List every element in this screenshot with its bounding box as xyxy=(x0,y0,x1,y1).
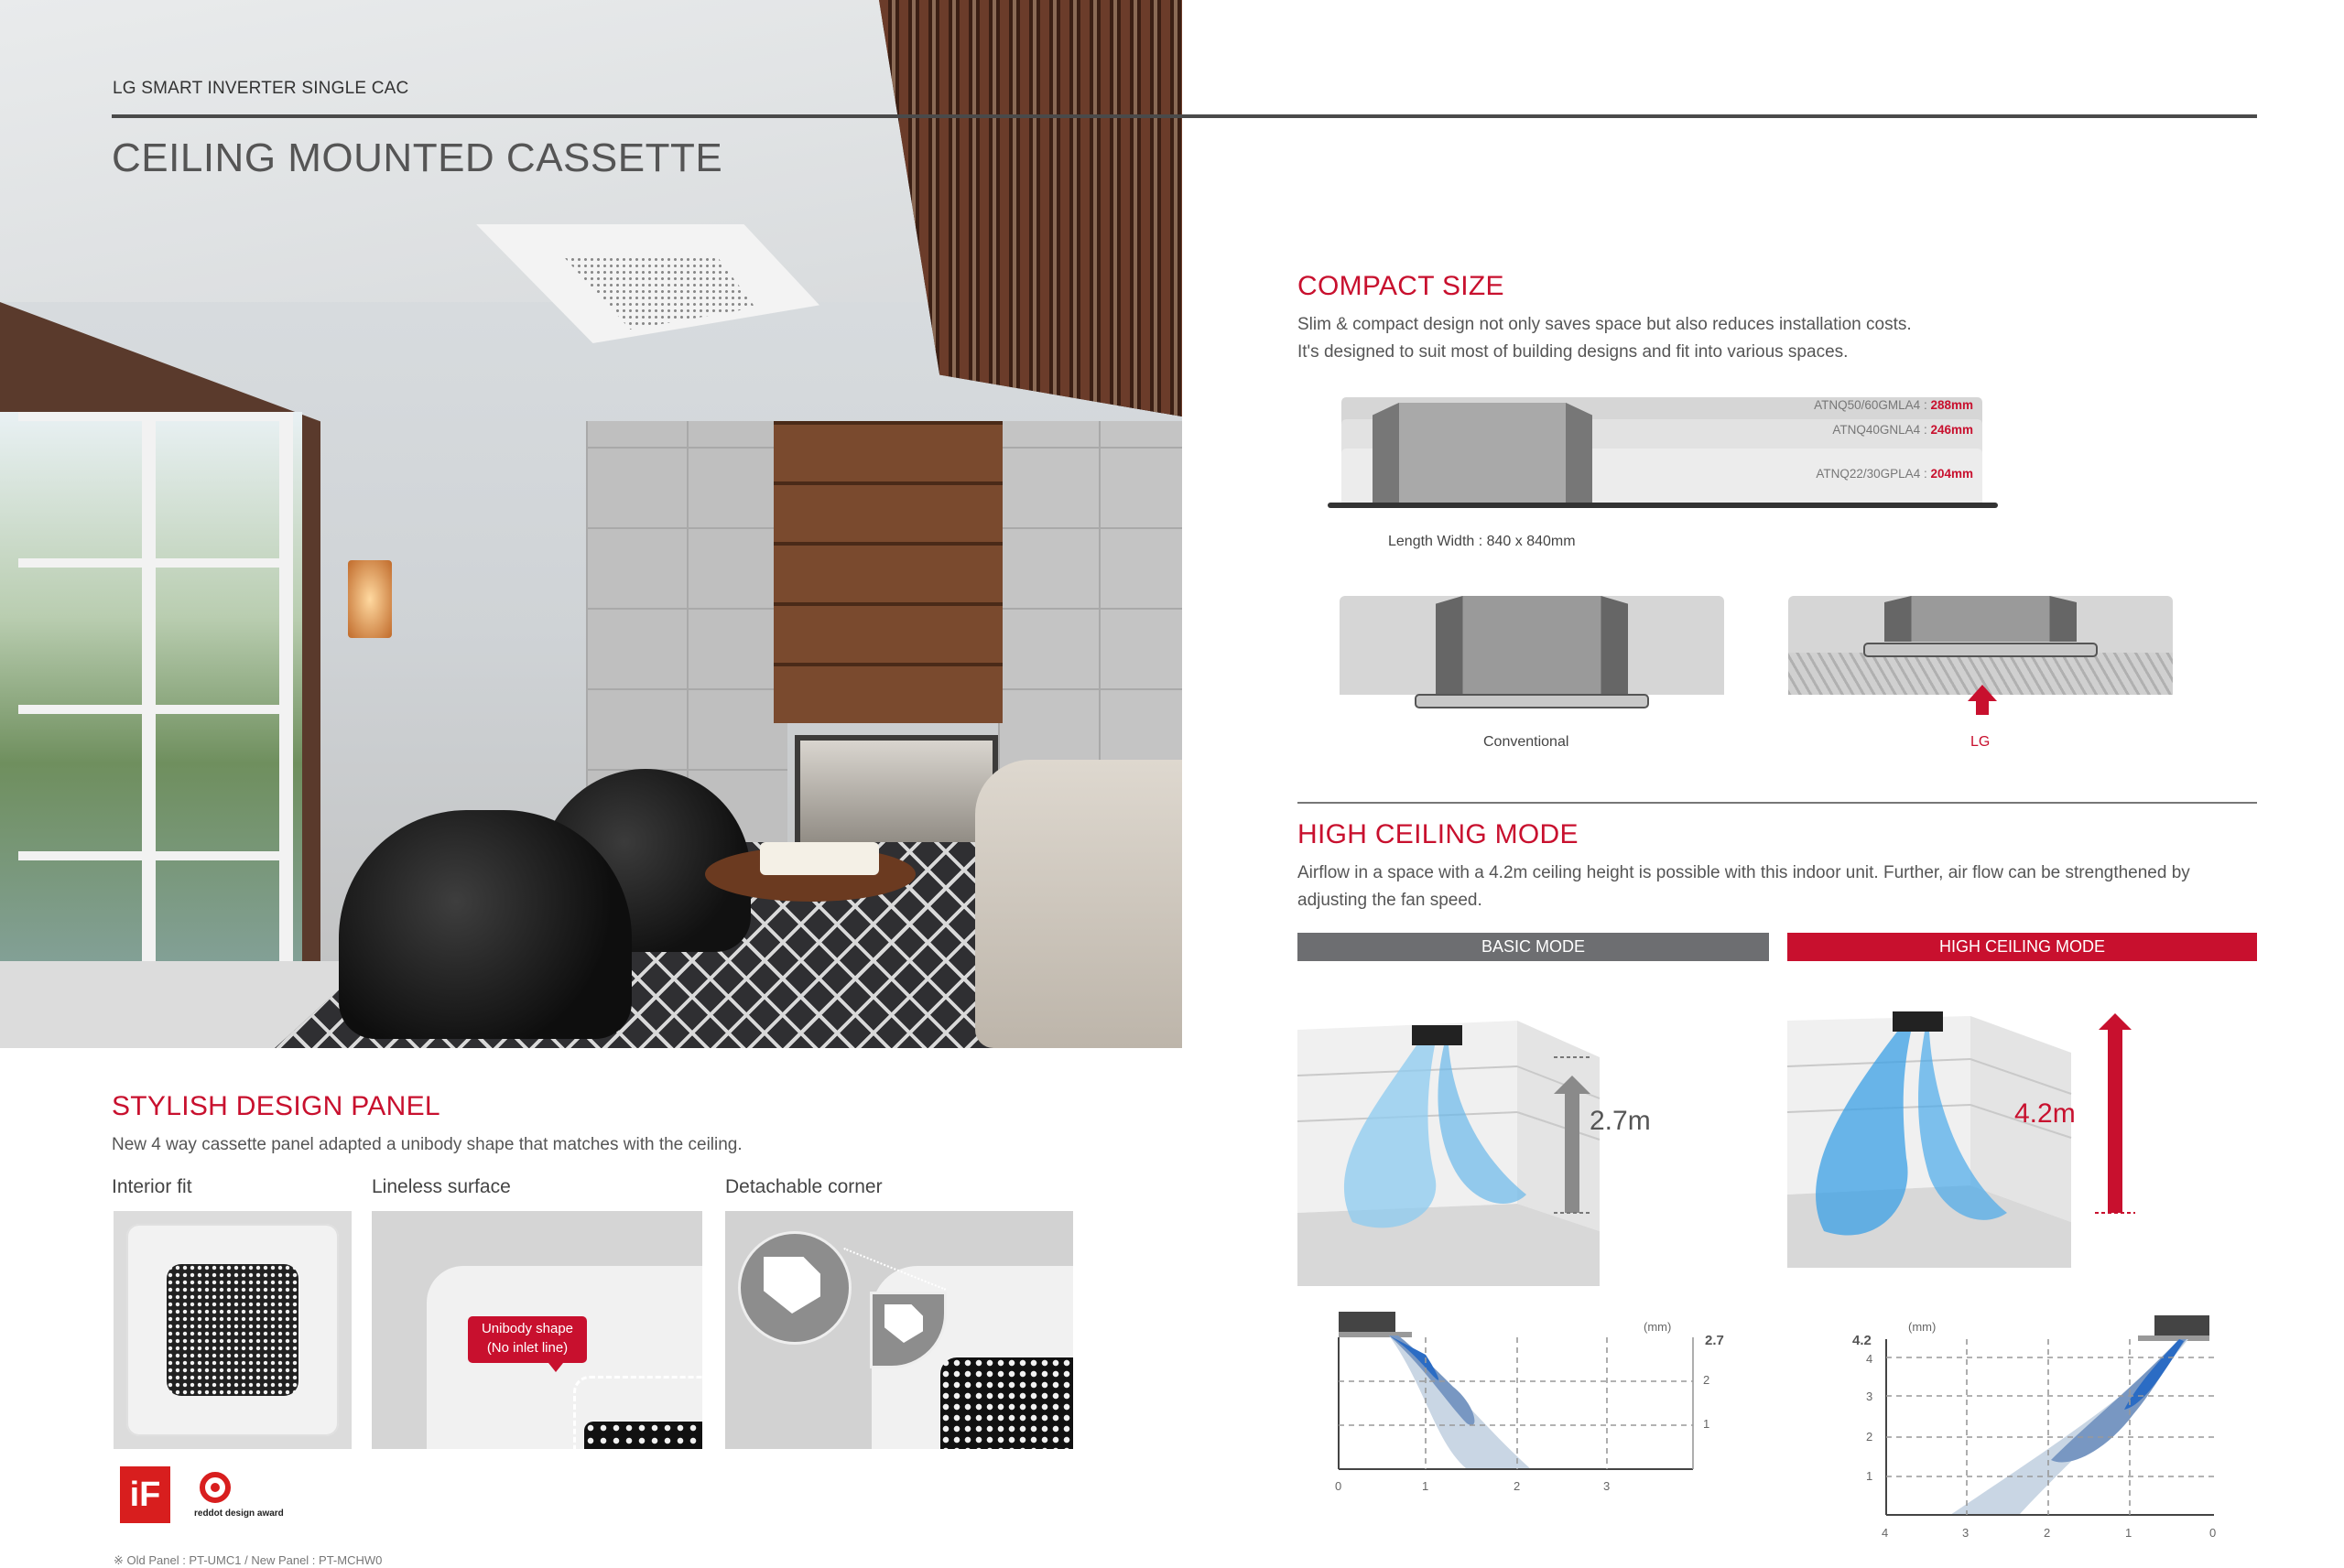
basic-height-label: 2.7m xyxy=(1590,1106,1651,1136)
feature-label-lineless: Lineless surface xyxy=(372,1176,511,1197)
basic-chart-unit-icon xyxy=(1339,1312,1395,1332)
ceiling-line xyxy=(1328,503,1998,508)
high-ytick-4: 4 xyxy=(1866,1352,1873,1366)
if-award-logo: iF xyxy=(120,1466,170,1523)
high-chart-peak: 4.2 xyxy=(1852,1333,1872,1348)
lg-label: LG xyxy=(1970,734,1991,750)
basic-ytick-1: 1 xyxy=(1703,1417,1710,1431)
reddot-award-label: reddot design award xyxy=(194,1509,284,1519)
high-ceiling-desc-2: adjusting the fan speed. xyxy=(1297,891,1482,910)
basic-airflow-chart xyxy=(1297,1304,1755,1506)
photo-sofa xyxy=(975,760,1182,1048)
basic-xtick-3: 3 xyxy=(1603,1479,1611,1493)
high-airflow-chart xyxy=(1831,1304,2262,1542)
compact-size-desc-2: It's designed to suit most of building designs and fit into various spaces. xyxy=(1297,342,1849,362)
section-divider xyxy=(1297,802,2257,804)
high-xtick-0: 0 xyxy=(2209,1526,2217,1540)
unit-dimension: Length Width : 840 x 840mm xyxy=(1388,534,1576,549)
lineless-surface-image xyxy=(372,1211,702,1449)
unit-size-diagram xyxy=(1341,397,1982,511)
conventional-unit-icon xyxy=(1436,596,1628,695)
unibody-callout xyxy=(468,1316,587,1363)
reddot-logo-icon xyxy=(200,1472,231,1503)
series-label: LG SMART INVERTER SINGLE CAC xyxy=(113,79,409,98)
panel-footnote: ※ Old Panel : PT-UMC1 / New Panel : PT-MCHW0 xyxy=(114,1553,383,1567)
basic-ytick-2: 2 xyxy=(1703,1373,1710,1387)
feature-label-detachable: Detachable corner xyxy=(725,1176,883,1197)
interior-fit-image xyxy=(114,1211,352,1449)
conventional-label: Conventional xyxy=(1483,734,1569,750)
panel-grille-icon xyxy=(584,1422,702,1449)
conventional-panel-icon xyxy=(1415,694,1649,708)
basic-chart-panel xyxy=(1339,1332,1412,1337)
high-xtick-4: 4 xyxy=(1882,1526,1889,1540)
up-arrow-stem xyxy=(1976,700,1989,715)
high-height-label: 4.2m xyxy=(2014,1098,2076,1129)
photo-door-mullions xyxy=(18,412,293,998)
photo-armchair-front xyxy=(339,810,632,1039)
callout-line-2: (No inlet line) xyxy=(486,1340,569,1356)
basic-mode-room xyxy=(1297,1002,1728,1295)
high-xtick-3: 3 xyxy=(1962,1526,1970,1540)
basic-xtick-0: 0 xyxy=(1335,1479,1342,1493)
high-xtick-1: 1 xyxy=(2125,1526,2132,1540)
callout-pointer xyxy=(548,1363,563,1372)
stylish-panel-title: STYLISH DESIGN PANEL xyxy=(112,1091,440,1121)
photo-wood-panel xyxy=(774,421,1003,723)
stylish-panel-desc: New 4 way cassette panel adapted a unibody shape that matches with the ceiling. xyxy=(112,1135,743,1154)
photo-wall-lamp xyxy=(348,560,392,638)
page-title: CEILING MOUNTED CASSETTE xyxy=(112,135,723,180)
header-rule xyxy=(112,114,2257,118)
model-label-2: ATNQ40GNLA4 : 246mm xyxy=(1832,423,1973,437)
model-label-1: ATNQ50/60GMLA4 : 288mm xyxy=(1814,398,1973,412)
basic-xtick-2: 2 xyxy=(1514,1479,1521,1493)
detachable-corner-image xyxy=(725,1211,1073,1449)
photo-fireplace xyxy=(795,735,998,854)
high-ceiling-title: HIGH CEILING MODE xyxy=(1297,819,1579,849)
lg-unit-icon xyxy=(1884,596,2077,642)
high-xtick-2: 2 xyxy=(2044,1526,2051,1540)
high-ytick-2: 2 xyxy=(1866,1430,1873,1444)
high-ceiling-desc-1: Airflow in a space with a 4.2m ceiling height is possible with this indoor unit. Further, air flow can be strengthened by xyxy=(1297,863,2190,882)
basic-mode-bar: BASIC MODE xyxy=(1297,933,1769,961)
feature-label-interior-fit: Interior fit xyxy=(112,1176,192,1197)
compact-size-desc-1: Slim & compact design not only saves space but also reduces installation costs. xyxy=(1297,315,1912,334)
high-ytick-1: 1 xyxy=(1866,1469,1873,1483)
up-arrow-icon xyxy=(1968,685,1997,701)
compact-size-title: COMPACT SIZE xyxy=(1297,271,1504,301)
basic-chart-unit: (mm) xyxy=(1644,1320,1672,1334)
high-chart-unit: (mm) xyxy=(1908,1320,1937,1334)
callout-line-1: Unibody shape xyxy=(481,1321,574,1336)
model-label-3: ATNQ22/30GPLA4 : 204mm xyxy=(1816,467,1973,481)
high-ceiling-mode-bar: HIGH CEILING MODE xyxy=(1787,933,2257,961)
photo-tray xyxy=(760,842,879,875)
lg-panel-icon xyxy=(1863,643,2098,657)
panel-grille-icon xyxy=(940,1357,1073,1449)
high-chart-panel xyxy=(2138,1336,2209,1341)
basic-xtick-1: 1 xyxy=(1422,1479,1429,1493)
high-ytick-3: 3 xyxy=(1866,1390,1873,1403)
panel-grille-icon xyxy=(167,1264,298,1396)
unit-body-icon xyxy=(1373,403,1592,505)
high-ceiling-room xyxy=(1787,1002,2218,1295)
basic-chart-peak: 2.7 xyxy=(1705,1333,1724,1348)
high-chart-unit-icon xyxy=(2154,1315,2209,1336)
